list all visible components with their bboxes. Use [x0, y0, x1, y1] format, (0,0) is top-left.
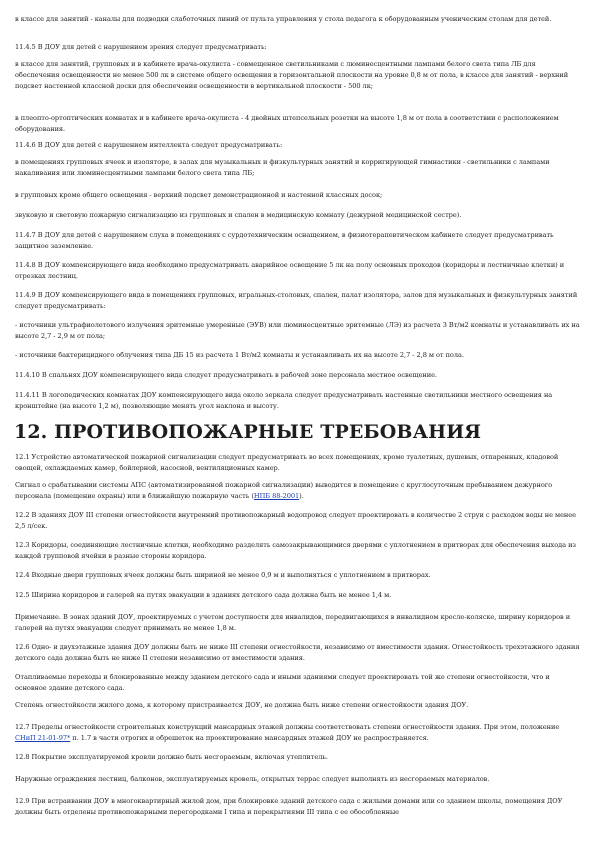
paragraph: звуковую и световую пожарную сигнализацию из групповых и спален в медицинскую комнату (дежурной медицинской сестре). — [15, 211, 462, 219]
paragraph: 12.9 При встраивании ДОУ в многоквартирный жилой дом, при блокировке зданий детского сада с жилыми домами или со зданием школы, помещения ДОУ должны быть отделены противопожарными перегородками I типа и перекрытиями III типа с ее обособленные — [15, 797, 563, 816]
paragraph-text: 12.7 Пределы огнестойкости строительных конструкций мансардных этажей должны соответствовать степени огнестойкости здания. При этом, положение — [15, 723, 560, 731]
paragraph: 12.2 В зданиях ДОУ III степени огнестойкости внутренний противопожарный водопровод следует проектировать в количестве 2 струи с расходом воды не менее 2,5 л/сек. — [15, 511, 576, 530]
paragraph: - источники бактерицидного облучения типа ДБ 15 из расчета 1 Вт/м2 комнаты и устанавливать их на высоте 2,7 - 2,8 м от пола. — [15, 351, 464, 359]
paragraph: 12.1 Устройство автоматической пожарной сигнализации следует предусматривать во всех помещениях, кроме туалетных, душевых, отпаренных, кладовой овощей, охлаждаемых камер, бойлерной, насосной, вентиляционных камер. — [15, 453, 559, 472]
paragraph — [15, 480, 581, 502]
paragraph: в плеопто-ортоптических комнатах и в кабинете врача-окулиста - 4 двойных штепсельных розетки на высоте 1,8 м от пола в соответствии с расположением оборудования. — [15, 114, 559, 133]
paragraph: в классе для занятий - каналы для подводки слаботочных линий от пульта управления у стола педагога к оборудованным ученическим столам для детей. — [15, 15, 552, 23]
paragraph: в помещениях групповых ячеек и изоляторе, в залах для музыкальных и физкультурных занятий и корригирующей гимнастики - светильники с лампами накаливания или люминесцентными лампами белого света типа ЛБ; — [15, 158, 550, 177]
snip-link[interactable]: СНиП 21-01-97* — [15, 734, 71, 742]
paragraph: 11.4.8 В ДОУ компенсирующего вида необходимо предусматривать аварийное освещение 5 лк на полу основных проходов (коридоры и лестничные клетки) и отрезках лестниц. — [15, 261, 565, 280]
paragraph: Отапливаемые переходы и блокированные между зданием детского сада и иными зданиями следует проектировать той же степени огнестойкости, что и основное здание детского сада. — [15, 673, 550, 692]
paragraph: 11.4.10 В спальнях ДОУ компенсирующего вида следует предусматривать в рабочей зоне персонала местное освещение. — [15, 371, 438, 379]
paragraph-text: Сигнал о срабатывании системы АПС (автоматизированной пожарной сигнализации) выводится в помещение с круглосуточным пребыванием дежурного персонала (помещение охраны) или в ближайшую пожарную часть ( — [15, 481, 553, 500]
paragraph: 11.4.6 В ДОУ для детей с нарушением интеллекта следует предусматривать: — [15, 141, 283, 149]
paragraph-tail: п. 1.7 в части отрогих и обрешеток на проектирование мансардных этажей ДОУ не распространяется. — [70, 734, 429, 742]
paragraph: 11.4.9 В ДОУ компенсирующего вида в помещениях групповых, игральных-столовых, спален, палат изолятора, залов для музыкальных и физкультурных занятий следует предусматривать: — [15, 291, 578, 310]
paragraph: в групповых кроме общего освещения - верхний подсвет демонстрационной и настенной классных досок; — [15, 191, 383, 199]
npb-link[interactable]: НПБ 88-2001 — [253, 492, 300, 500]
paragraph: 11.4.7 В ДОУ для детей с нарушением слуха в помещениях с сурдотехническим оснащением, в физиотерапевтическом кабинете следует предусматривать защитное заземление. — [15, 231, 554, 250]
paragraph: 12.3 Коридоры, соединяющие лестничные клетки, необходимо разделять самозакрывающимися дверями с уплотнением в притворах для обеспечения выхода из каждой групповой ячейки в разные стороны коридора. — [15, 541, 576, 560]
paragraph: 12.6 Одно- и двухэтажные здания ДОУ должны быть не ниже III степени огнестойкости, независимо от вместимости здания. Огнестойкость трехэтажного здания детского сада должна быть не ниже II степени независимо от вместимости здания. — [15, 643, 580, 662]
note-paragraph: Примечание. В зонах зданий ДОУ, проектируемых с учетом доступности для инвалидов, передвигающихся в инвалидном кресле-коляске, ширину коридоров и галерей на путях эвакуации следует принимать не менее 1,8 м. — [15, 613, 571, 632]
paragraph: 12.4 Входные двери групповых ячеек должны быть шириной не менее 0,9 м и выполняться с уплотнением в притворах. — [15, 571, 431, 579]
paragraph: 11.4.11 В логопедических комнатах ДОУ компенсирующего вида около зеркала следует предусматривать настенные светильники местного освещения на кронштейне (на высоте 1,2 м), позволяющие менять угол наклона и высоту. — [15, 391, 553, 410]
paragraph: 12.8 Покрытие эксплуатируемой кровли должно быть несгораемым, включая утеплитель. — [15, 753, 328, 761]
paragraph: Наружные ограждения лестниц, балконов, эксплуатируемых кровель, открытых террас следует выполнять из несгораемых материалов. — [15, 775, 490, 783]
paragraph: - источники ультрафиолетового излучения эритемные умеренные (ЭУВ) или люминесцентные эритемные (ЛЭ) из расчета 3 Вт/м2 комнаты и устанавливать их на высоте 2,7 - 2,9 м от пола; — [15, 321, 580, 340]
paragraph-tail: ). — [299, 492, 304, 500]
paragraph — [15, 722, 581, 744]
paragraph: Степень огнестойкости жилого дома, к которому пристраивается ДОУ, не должна быть ниже степени огнестойкости здания ДОУ. — [15, 701, 469, 709]
paragraph: 11.4.5 В ДОУ для детей с нарушением зрения следует предусматривать: — [15, 43, 267, 51]
section-heading: 12. ПРОТИВОПОЖАРНЫЕ ТРЕБОВАНИЯ — [14, 421, 482, 443]
paragraph: в классе для занятий, групповых и в кабинете врача-окулиста - совмещенное светильниками с люминесцентными лампами белого света типа ЛБ для обеспечения освещенности не менее 500 лк в системе общего освещения в горизонтальной плоскости на уровне 0,8 м от пола, в классе для занятий - верхний подсвет настенной классной доски для обеспечения освещенности в вертикальной плоскости - 500 лк; — [15, 60, 569, 90]
paragraph: 12.5 Ширина коридоров и галерей на путях эвакуации в зданиях детского сада должна быть не менее 1,4 м. — [15, 591, 392, 599]
